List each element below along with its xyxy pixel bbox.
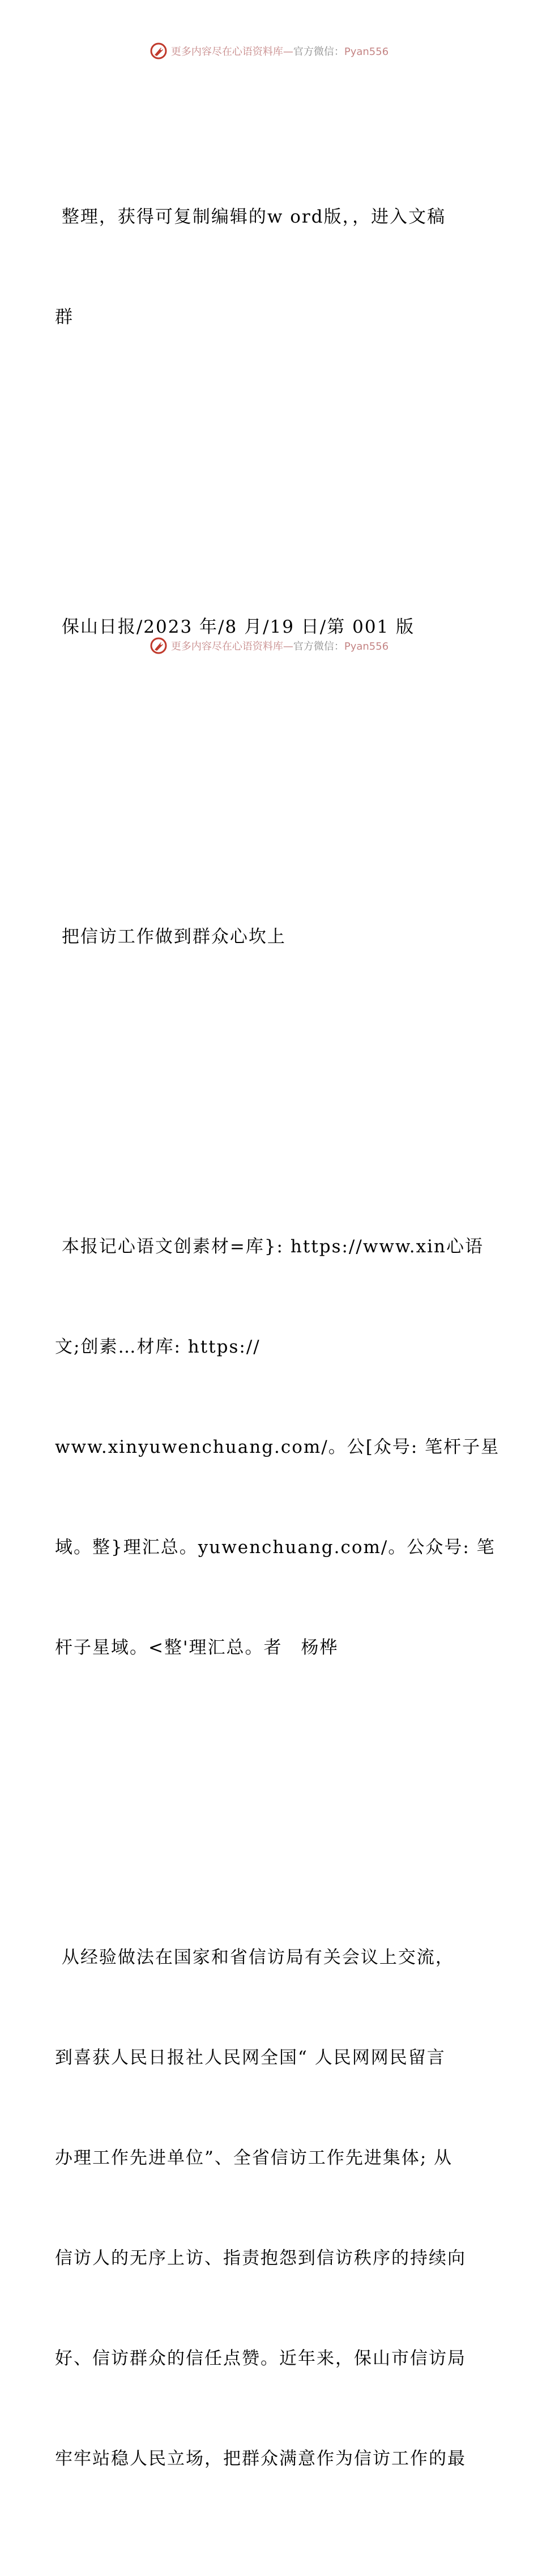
text-line: 本报记心语文创素材=库}: https://www.xin心语 bbox=[55, 1236, 484, 1257]
banner-official: 官方微信： bbox=[293, 641, 344, 652]
text-line: 群 bbox=[55, 307, 74, 327]
document-body bbox=[55, 67, 500, 2576]
text-line: 域。整}理汇总。yuwenchuang.com/。公众号: 笔 bbox=[55, 1537, 496, 1558]
banner-brand: 更多内容尽在心语资料库 bbox=[170, 46, 283, 58]
pen-nib-logo-icon bbox=[150, 42, 168, 60]
text-line: 办理工作先进单位”、全省信访工作先进集体; 从 bbox=[55, 2148, 453, 2168]
text-line: www.xinyuwenchuang.com/。公[众号: 笔杆子星 bbox=[55, 1437, 500, 1457]
banner-separator: — bbox=[283, 46, 293, 58]
paragraph-headline bbox=[55, 854, 483, 1021]
text-line: 杆子星域。<整'理汇总。者 杨桦 bbox=[55, 1637, 339, 1658]
banner-brand: 更多内容尽在心语资料库 bbox=[170, 641, 283, 652]
paragraph-byline bbox=[55, 1163, 500, 1731]
banner-wechat-id: Pyan556 bbox=[344, 641, 389, 652]
text-line: 从经验做法在国家和省信访局有关会议上交流， bbox=[55, 1947, 454, 1968]
banner-wechat-id: Pyan556 bbox=[344, 46, 389, 58]
text-line: 保山日报/2023 年/8 月/19 日/第 001 版 bbox=[55, 617, 415, 637]
banner-text bbox=[171, 44, 388, 58]
text-line: 整理，获得可复制编辑的w ord版，，进入文稿 bbox=[55, 207, 446, 227]
banner-text bbox=[171, 638, 388, 653]
paragraph-source bbox=[55, 544, 483, 711]
text-line: 好、信访群众的信任点赞。近年来，保山市信访局 bbox=[55, 2348, 466, 2369]
paragraph-body bbox=[55, 1874, 483, 2543]
text-line: 信访人的无序上访、指责抱怨到信访秩序的持续向 bbox=[55, 2248, 466, 2268]
banner-official: 官方微信： bbox=[293, 46, 344, 58]
text-line: 牢牢站稳人民立场，把群众满意作为信访工作的最 bbox=[55, 2449, 466, 2469]
text-line: 到喜获人民日报社人民网全国“ 人民网网民留言 bbox=[55, 2048, 446, 2068]
paragraph-intro bbox=[55, 134, 483, 401]
header-banner bbox=[0, 40, 538, 62]
text-line: 文;创素…材库: https:// bbox=[55, 1337, 261, 1357]
text-line: 把信访工作做到群众心坎上 bbox=[55, 927, 286, 947]
footer-banner bbox=[0, 634, 538, 657]
pen-nib-logo-icon bbox=[150, 637, 168, 655]
banner-separator: — bbox=[283, 641, 293, 652]
